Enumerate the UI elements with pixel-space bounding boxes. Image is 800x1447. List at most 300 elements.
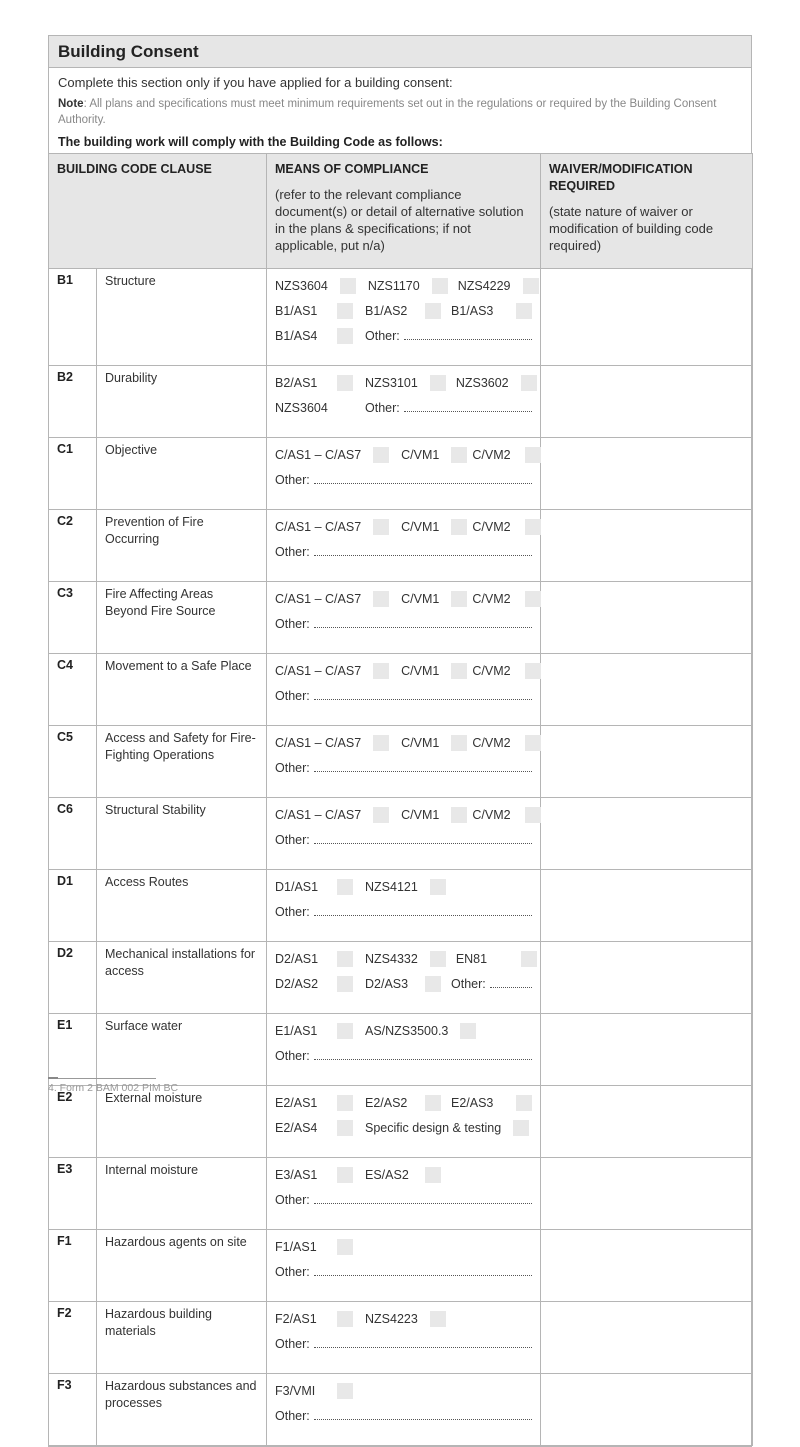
table-header-row: [49, 154, 753, 269]
table-row: [49, 1302, 753, 1374]
other-label: Other:: [275, 472, 310, 487]
compliance-line: [275, 1115, 534, 1140]
clause-name: Access and Safety for Fire-Fighting Operations: [97, 726, 267, 798]
option-checkbox[interactable]: [521, 951, 537, 967]
compliance-line: [275, 1162, 534, 1187]
compliance-line: [275, 827, 534, 852]
waiver-input-cell[interactable]: [541, 1086, 753, 1158]
option-label: C/VM1: [401, 519, 440, 534]
means-of-compliance-cell: [267, 1086, 541, 1158]
table-row: [49, 582, 753, 654]
option-checkbox[interactable]: [430, 879, 446, 895]
option-checkbox[interactable]: [337, 1239, 353, 1255]
option-label: NZS4121: [365, 879, 418, 894]
other-label: Other:: [275, 1408, 310, 1423]
waiver-input-cell[interactable]: [541, 654, 753, 726]
header-waiver-sub: (state nature of waiver or modification of building code required): [549, 204, 714, 253]
clause-name: Internal moisture: [97, 1158, 267, 1230]
other-label: Other:: [275, 904, 310, 919]
option-checkbox[interactable]: [451, 519, 467, 535]
other-input-line[interactable]: [314, 843, 532, 844]
compliance-line: [275, 755, 534, 780]
option-checkbox[interactable]: [373, 807, 389, 823]
other-field[interactable]: [275, 1337, 532, 1351]
page-footer: [48, 1078, 178, 1094]
clause-code: C2: [49, 510, 97, 582]
option-checkbox[interactable]: [516, 1095, 532, 1111]
note-label: Note: [58, 98, 84, 110]
other-field[interactable]: [365, 401, 532, 415]
other-field[interactable]: [275, 1409, 532, 1423]
option-checkbox[interactable]: [525, 663, 541, 679]
option-checkbox[interactable]: [337, 1120, 353, 1136]
other-field[interactable]: [275, 833, 532, 847]
compliance-option: [401, 447, 467, 463]
compliance-option: [451, 1095, 532, 1111]
compliance-line: [275, 1043, 534, 1068]
waiver-input-cell[interactable]: [541, 942, 753, 1014]
header-means-label: MEANS OF COMPLIANCE: [275, 162, 429, 176]
option-checkbox[interactable]: [513, 1120, 529, 1136]
option-label: D2/AS3: [365, 976, 409, 991]
means-of-compliance-cell: [267, 654, 541, 726]
clause-name: Structure: [97, 269, 267, 366]
waiver-input-cell[interactable]: [541, 510, 753, 582]
waiver-input-cell[interactable]: [541, 1374, 753, 1446]
compliance-line: [275, 611, 534, 636]
compliance-option: [365, 375, 446, 391]
compliance-option: [275, 1120, 353, 1136]
option-label: B2/AS1: [275, 375, 318, 390]
compliance-line: [275, 1090, 534, 1115]
compliance-option: [458, 278, 539, 294]
compliance-line: [275, 298, 534, 323]
option-label: B1/AS3: [451, 303, 494, 318]
compliance-option: [275, 1167, 353, 1183]
option-label: C/VM1: [401, 447, 440, 462]
option-label: C/AS1 – C/AS7: [275, 519, 362, 534]
means-of-compliance-cell: [267, 269, 541, 366]
compliance-line: [275, 323, 534, 348]
option-checkbox[interactable]: [337, 375, 353, 391]
option-checkbox[interactable]: [373, 663, 389, 679]
option-label: F1/AS1: [275, 1239, 317, 1254]
compliance-option: [401, 663, 467, 679]
option-checkbox[interactable]: [337, 1023, 353, 1039]
compliance-option: [472, 807, 541, 823]
means-of-compliance-cell: [267, 726, 541, 798]
option-label: C/VM1: [401, 591, 440, 606]
compliance-line: [275, 1403, 534, 1428]
other-input-line[interactable]: [314, 771, 532, 772]
option-checkbox[interactable]: [337, 976, 353, 992]
compliance-option: [275, 375, 353, 391]
option-label: E2/AS3: [451, 1095, 494, 1110]
option-label: Specific design & testing: [365, 1120, 502, 1135]
note-text: [58, 96, 742, 128]
option-checkbox[interactable]: [523, 278, 539, 294]
other-field[interactable]: [275, 545, 532, 559]
option-checkbox[interactable]: [373, 519, 389, 535]
other-input-line[interactable]: [404, 411, 532, 412]
option-label: B1/AS1: [275, 303, 318, 318]
compliance-option: [456, 375, 537, 391]
compliance-option: [275, 663, 389, 679]
building-consent-section: [48, 35, 752, 1447]
option-checkbox[interactable]: [337, 951, 353, 967]
compliance-line: [275, 370, 534, 395]
option-checkbox[interactable]: [432, 278, 448, 294]
waiver-input-cell[interactable]: [541, 1014, 753, 1086]
compliance-option: [275, 807, 389, 823]
option-checkbox[interactable]: [525, 807, 541, 823]
other-input-line[interactable]: [314, 1059, 532, 1060]
option-label: D1/AS1: [275, 879, 319, 894]
option-label: F2/AS1: [275, 1311, 317, 1326]
option-label: NZS3101: [365, 375, 418, 390]
table-row: [49, 1086, 753, 1158]
compliance-option: [401, 519, 467, 535]
compliance-line: [275, 467, 534, 492]
compliance-line: [275, 946, 534, 971]
option-checkbox[interactable]: [460, 1023, 476, 1039]
other-label: Other:: [275, 688, 310, 703]
clause-name: Durability: [97, 366, 267, 438]
compliance-line: [275, 395, 534, 420]
option-checkbox[interactable]: [337, 1383, 353, 1399]
clause-code: E2: [49, 1086, 97, 1158]
option-label: C/VM2: [472, 447, 511, 462]
footer-text: 4. Form 2 BAM 002 PIM BC: [48, 1082, 179, 1094]
compliance-option: [365, 1095, 441, 1111]
other-input-line[interactable]: [314, 1203, 532, 1204]
compliance-line: [275, 514, 534, 539]
compliance-line: [275, 586, 534, 611]
clause-name: Structural Stability: [97, 798, 267, 870]
option-checkbox[interactable]: [525, 591, 541, 607]
compliance-option: [275, 328, 353, 344]
clause-code: D1: [49, 870, 97, 942]
option-checkbox[interactable]: [430, 375, 446, 391]
clause-name: Hazardous building materials: [97, 1302, 267, 1374]
compliance-option: [472, 519, 541, 535]
other-input-line[interactable]: [314, 483, 532, 484]
option-label: NZS4223: [365, 1311, 418, 1326]
clause-code: F3: [49, 1374, 97, 1446]
intro-block: [49, 68, 751, 153]
means-of-compliance-cell: [267, 438, 541, 510]
compliance-option: [275, 303, 353, 319]
compliance-option: [365, 976, 441, 992]
header-means-sub: (refer to the relevant compliance document(s) or detail of alternative solution in the plans & specifications; if not applicable, put n/a): [275, 187, 524, 253]
means-of-compliance-cell: [267, 510, 541, 582]
other-input-line[interactable]: [314, 915, 532, 916]
option-label: NZS1170: [367, 278, 420, 293]
compliance-line: [275, 539, 534, 564]
compliance-line: [275, 1306, 534, 1331]
other-field[interactable]: [275, 617, 532, 631]
compliance-option: [401, 807, 467, 823]
other-field[interactable]: [275, 1049, 532, 1063]
compliance-option: [275, 735, 389, 751]
compliance-option: [472, 663, 541, 679]
table-row: [49, 510, 753, 582]
other-label: Other:: [275, 616, 310, 631]
table-row: [49, 269, 753, 366]
compliance-option: [365, 1023, 476, 1039]
waiver-input-cell[interactable]: [541, 1230, 753, 1302]
option-label: C/VM2: [472, 663, 511, 678]
waiver-input-cell[interactable]: [541, 1302, 753, 1374]
waiver-input-cell[interactable]: [541, 582, 753, 654]
compliance-line: [275, 1259, 534, 1284]
compliance-option: [275, 951, 353, 967]
compliance-line: [275, 658, 534, 683]
other-label: Other:: [365, 400, 400, 415]
waiver-input-cell[interactable]: [541, 269, 753, 366]
other-input-line[interactable]: [404, 339, 532, 340]
table-row: [49, 1230, 753, 1302]
other-label: Other:: [451, 976, 486, 991]
compliance-line: [275, 1331, 534, 1356]
clause-code: F1: [49, 1230, 97, 1302]
compliance-option: [275, 976, 353, 992]
clause-name: Fire Affecting Areas Beyond Fire Source: [97, 582, 267, 654]
other-field[interactable]: [275, 905, 532, 919]
clause-name: External moisture: [97, 1086, 267, 1158]
option-checkbox[interactable]: [337, 1311, 353, 1327]
option-checkbox[interactable]: [337, 879, 353, 895]
compliance-option: [275, 591, 389, 607]
waiver-input-cell[interactable]: [541, 798, 753, 870]
header-means: [267, 154, 541, 269]
option-checkbox[interactable]: [425, 976, 441, 992]
means-of-compliance-cell: [267, 1302, 541, 1374]
compliance-line: [275, 442, 534, 467]
compliance-table: [48, 153, 753, 1446]
option-label: EN81: [455, 951, 488, 966]
compliance-option: [368, 278, 448, 294]
option-label: C/AS1 – C/AS7: [275, 591, 362, 606]
option-label: E2/AS1: [275, 1095, 318, 1110]
other-label: Other:: [365, 328, 400, 343]
option-checkbox[interactable]: [373, 447, 389, 463]
table-row: [49, 654, 753, 726]
clause-name: Hazardous substances and processes: [97, 1374, 267, 1446]
compliance-option: [401, 591, 467, 607]
option-checkbox[interactable]: [451, 735, 467, 751]
option-label: C/VM2: [472, 735, 511, 750]
compliance-option: [365, 303, 441, 319]
option-checkbox[interactable]: [525, 735, 541, 751]
compliance-line: [275, 971, 534, 996]
compliance-line: [275, 1018, 534, 1043]
clause-name: Objective: [97, 438, 267, 510]
option-label: E2/AS4: [275, 1120, 318, 1135]
option-label: NZS3604: [275, 278, 328, 293]
waiver-input-cell[interactable]: [541, 366, 753, 438]
other-input-line[interactable]: [314, 1275, 532, 1276]
compliance-option: [401, 735, 467, 751]
other-input-line[interactable]: [314, 627, 532, 628]
table-row: [49, 438, 753, 510]
other-input-line[interactable]: [314, 1419, 532, 1420]
other-label: Other:: [275, 1336, 310, 1351]
option-label: D2/AS2: [275, 976, 319, 991]
option-label: E1/AS1: [275, 1023, 318, 1038]
waiver-input-cell[interactable]: [541, 438, 753, 510]
compliance-line: [275, 273, 534, 298]
option-label: C/VM1: [401, 735, 440, 750]
option-checkbox[interactable]: [521, 375, 537, 391]
other-input-line[interactable]: [314, 555, 532, 556]
waiver-input-cell[interactable]: [541, 1158, 753, 1230]
other-field[interactable]: [365, 329, 532, 343]
option-label: F3/VMI: [275, 1383, 316, 1398]
compliance-option: [275, 1239, 353, 1255]
compliance-option: [365, 879, 446, 895]
option-label: NZS3602: [455, 375, 509, 390]
clause-code: E1: [49, 1014, 97, 1086]
option-checkbox[interactable]: [337, 303, 353, 319]
means-of-compliance-cell: [267, 366, 541, 438]
option-label: NZS4229: [457, 278, 511, 293]
clause-name: Hazardous agents on site: [97, 1230, 267, 1302]
clause-name: Movement to a Safe Place: [97, 654, 267, 726]
option-checkbox[interactable]: [425, 1095, 441, 1111]
other-label: Other:: [275, 1264, 310, 1279]
option-label: C/VM2: [472, 807, 511, 822]
compliance-line: [275, 802, 534, 827]
option-label: C/VM1: [401, 663, 440, 678]
clause-code: C5: [49, 726, 97, 798]
option-checkbox[interactable]: [425, 303, 441, 319]
clause-code: B1: [49, 269, 97, 366]
option-checkbox[interactable]: [430, 951, 446, 967]
other-label: Other:: [275, 1048, 310, 1063]
option-checkbox[interactable]: [373, 735, 389, 751]
option-checkbox[interactable]: [373, 591, 389, 607]
table-row: [49, 726, 753, 798]
clause-name: Mechanical installations for access: [97, 942, 267, 1014]
clause-code: E3: [49, 1158, 97, 1230]
option-label: C/VM2: [472, 519, 511, 534]
compliance-option: [365, 1167, 441, 1183]
compliance-option: [275, 1095, 353, 1111]
means-of-compliance-cell: [267, 942, 541, 1014]
note-body: : All plans and specifications must meet minimum requirements set out in the regulations or required by the Building Consent Authority.: [58, 98, 717, 126]
comply-heading: The building work will comply with the Building Code as follows:: [58, 135, 443, 149]
means-of-compliance-cell: [267, 582, 541, 654]
compliance-line: [275, 1378, 534, 1403]
clause-name: Surface water: [97, 1014, 267, 1086]
option-label: E3/AS1: [275, 1167, 318, 1182]
compliance-option: [275, 519, 389, 535]
clause-code: C1: [49, 438, 97, 510]
option-label: B1/AS4: [275, 328, 318, 343]
other-input-line[interactable]: [490, 987, 532, 988]
compliance-option: [275, 447, 389, 463]
option-checkbox[interactable]: [451, 807, 467, 823]
other-field[interactable]: [275, 1193, 532, 1207]
compliance-option: [275, 278, 356, 294]
section-title: Building Consent: [49, 36, 751, 68]
option-checkbox[interactable]: [337, 1095, 353, 1111]
clause-code: F2: [49, 1302, 97, 1374]
other-label: Other:: [275, 832, 310, 847]
compliance-option: [275, 1383, 353, 1399]
header-waiver: [541, 154, 753, 269]
option-checkbox[interactable]: [337, 1167, 353, 1183]
waiver-input-cell[interactable]: [541, 870, 753, 942]
table-row: [49, 798, 753, 870]
intro-text: Complete this section only if you have applied for a building consent:: [58, 75, 453, 90]
option-label: E2/AS2: [365, 1095, 408, 1110]
option-label: C/AS1 – C/AS7: [275, 663, 362, 678]
compliance-option: [451, 303, 532, 319]
compliance-option: [472, 735, 541, 751]
header-clause-label: BUILDING CODE CLAUSE: [57, 162, 212, 176]
option-label: C/VM1: [401, 807, 440, 822]
option-label: ES/AS2: [365, 1167, 409, 1182]
option-checkbox[interactable]: [425, 1167, 441, 1183]
compliance-option: [365, 951, 446, 967]
compliance-line: [275, 1234, 534, 1259]
option-label: C/AS1 – C/AS7: [275, 735, 362, 750]
means-of-compliance-cell: [267, 1374, 541, 1446]
option-label: D2/AS1: [275, 951, 319, 966]
compliance-option: [472, 591, 541, 607]
waiver-input-cell[interactable]: [541, 726, 753, 798]
clause-code: D2: [49, 942, 97, 1014]
option-label: C/VM2: [472, 591, 511, 606]
other-input-line[interactable]: [314, 1347, 532, 1348]
other-field[interactable]: [275, 689, 532, 703]
option-checkbox[interactable]: [451, 663, 467, 679]
option-checkbox[interactable]: [525, 447, 541, 463]
option-checkbox[interactable]: [525, 519, 541, 535]
other-label: Other:: [275, 760, 310, 775]
option-checkbox[interactable]: [340, 278, 356, 294]
compliance-option: [275, 1023, 353, 1039]
option-checkbox[interactable]: [430, 1311, 446, 1327]
table-row: [49, 1014, 753, 1086]
option-checkbox[interactable]: [451, 591, 467, 607]
option-label: C/AS1 – C/AS7: [275, 807, 362, 822]
clause-name: Access Routes: [97, 870, 267, 942]
other-field[interactable]: [275, 761, 532, 775]
table-row: [49, 942, 753, 1014]
compliance-option: [275, 401, 353, 415]
other-field[interactable]: [275, 1265, 532, 1279]
table-row: [49, 1158, 753, 1230]
clause-code: C4: [49, 654, 97, 726]
option-label: NZS3604: [275, 400, 328, 415]
other-field[interactable]: [275, 473, 532, 487]
option-checkbox[interactable]: [451, 447, 467, 463]
footer-rule: [48, 1078, 156, 1079]
other-field[interactable]: [451, 977, 532, 991]
table-row: [49, 870, 753, 942]
other-input-line[interactable]: [314, 699, 532, 700]
compliance-line: [275, 683, 534, 708]
compliance-line: [275, 899, 534, 924]
table-row: [49, 1374, 753, 1446]
option-label: C/AS1 – C/AS7: [275, 447, 362, 462]
clause-name: Prevention of Fire Occurring: [97, 510, 267, 582]
option-checkbox[interactable]: [516, 303, 532, 319]
option-checkbox[interactable]: [337, 328, 353, 344]
